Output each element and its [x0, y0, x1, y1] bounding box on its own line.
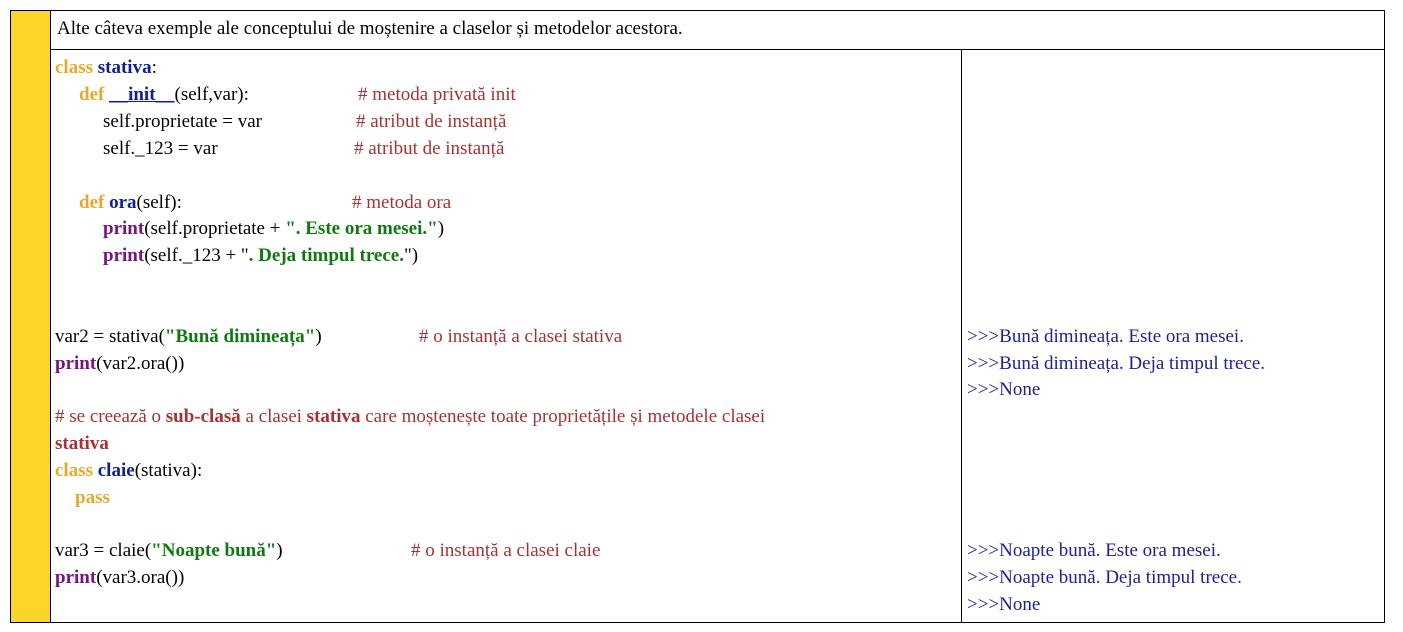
code-line	[55, 540, 283, 562]
code-line	[103, 218, 444, 240]
code-line	[55, 567, 184, 589]
code-comment: # o instanță a clasei claie	[411, 540, 601, 561]
header-row	[51, 11, 1384, 50]
document-table	[10, 10, 1385, 623]
comment-text: a clasei	[240, 406, 307, 427]
keyword: class	[55, 57, 93, 78]
comment-emphasis: stativa	[306, 406, 361, 427]
output-line: >>>Noapte bună. Este ora mesei.	[967, 540, 1221, 561]
string-literal: "Noapte bună"	[151, 540, 277, 561]
sidebar-accent-main	[11, 49, 51, 622]
code-text: :	[151, 57, 157, 78]
code-text: ")	[403, 245, 419, 266]
function-name: ora	[109, 192, 137, 213]
class-name: claie	[97, 460, 135, 481]
code-line	[55, 57, 157, 79]
code-text: (var2.ora())	[96, 353, 185, 374]
code-line	[55, 460, 202, 482]
code-text: var3 = claie(	[55, 540, 152, 561]
code-text: var2 = stativa(	[55, 326, 165, 347]
code-line	[55, 353, 184, 375]
string-literal: . Deja timpul trece.	[248, 245, 404, 266]
builtin: print	[103, 245, 145, 266]
code-comment: # o instanță a clasei stativa	[419, 326, 623, 347]
code-text: (self.proprietate +	[144, 218, 286, 239]
code-line	[103, 245, 418, 267]
comment-emphasis: stativa	[55, 433, 109, 454]
code-text: )	[276, 540, 283, 561]
function-name: __init__	[109, 84, 175, 105]
header-text: Alte câteva exemple ale conceptului de moștenire a claselor și metodelor acestora.	[57, 18, 683, 39]
builtin: print	[55, 567, 97, 588]
output-line: >>>None	[967, 594, 1041, 615]
keyword: def	[79, 192, 105, 213]
comment-text: # se creează o	[55, 406, 166, 427]
code-comment: # atribut de instanță	[356, 111, 507, 132]
output-line: >>>Noapte bună. Deja timpul trece.	[967, 567, 1242, 588]
code-line	[79, 84, 249, 106]
code-line	[79, 192, 182, 214]
code-text: )	[315, 326, 322, 347]
keyword: pass	[75, 487, 110, 508]
sidebar-accent-top	[11, 11, 51, 50]
code-comment	[55, 406, 765, 428]
column-divider	[961, 49, 962, 622]
code-text: (self,var):	[174, 84, 249, 105]
code-comment: # metoda ora	[352, 192, 452, 213]
code-line: self.proprietate = var	[103, 111, 262, 132]
builtin: print	[103, 218, 145, 239]
code-line: self._123 = var	[103, 138, 218, 159]
output-line: >>>None	[967, 379, 1041, 400]
code-text: (self._123 + "	[144, 245, 249, 266]
keyword: class	[55, 460, 93, 481]
comment-emphasis: sub-clasă	[165, 406, 241, 427]
keyword: def	[79, 84, 105, 105]
code-line	[55, 326, 322, 348]
code-text: (self):	[136, 192, 182, 213]
code-comment: # atribut de instanță	[354, 138, 505, 159]
string-literal: ". Este ora mesei."	[285, 218, 438, 239]
code-text: (var3.ora())	[96, 567, 185, 588]
output-line: >>>Bună dimineața. Deja timpul trece.	[967, 353, 1266, 374]
class-name: stativa	[97, 57, 152, 78]
builtin: print	[55, 353, 97, 374]
output-line: >>>Bună dimineața. Este ora mesei.	[967, 326, 1244, 347]
code-text: )	[437, 218, 445, 239]
code-text: (stativa):	[134, 460, 203, 481]
comment-text: care moștenește toate proprietățile și metodele clasei	[360, 406, 766, 427]
code-comment: # metoda privată init	[358, 84, 516, 105]
string-literal: "Bună dimineața"	[164, 326, 316, 347]
